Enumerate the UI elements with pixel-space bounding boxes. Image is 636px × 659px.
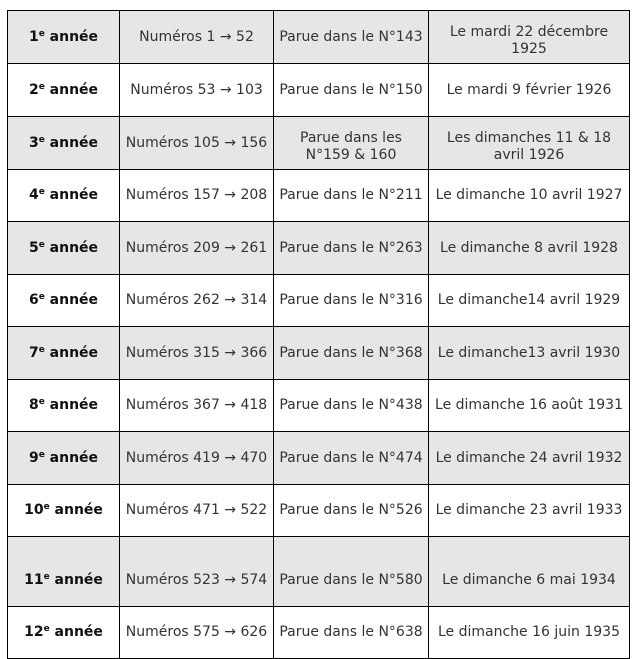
annee-cell: 9e année	[8, 432, 120, 485]
numeros-cell: Numéros 471 → 522	[120, 485, 274, 537]
numeros-cell: Numéros 53 → 103	[120, 64, 274, 117]
date-cell: Le dimanche13 avril 1930	[429, 327, 630, 380]
date-cell: Le dimanche 10 avril 1927	[429, 170, 630, 222]
table-row	[8, 11, 630, 64]
numeros-cell: Numéros 157 → 208	[120, 170, 274, 222]
parution-cell: Parue dans le N°438	[274, 380, 429, 432]
annees-table	[7, 10, 630, 659]
parution-cell: Parue dans le N°211	[274, 170, 429, 222]
table-row	[8, 275, 630, 327]
parution-cell: Parue dans le N°638	[274, 607, 429, 659]
parution-cell: Parue dans le N°263	[274, 222, 429, 275]
date-cell: Les dimanches 11 & 18 avril 1926	[429, 117, 630, 170]
numeros-cell: Numéros 575 → 626	[120, 607, 274, 659]
table-row	[8, 327, 630, 380]
date-cell: Le dimanche 16 juin 1935	[429, 607, 630, 659]
annee-cell: 10e année	[8, 485, 120, 537]
table-row	[8, 432, 630, 485]
parution-cell: Parue dans le N°580	[274, 537, 429, 607]
numeros-cell: Numéros 367 → 418	[120, 380, 274, 432]
parution-cell: Parue dans le N°316	[274, 275, 429, 327]
parution-cell: Parue dans le N°474	[274, 432, 429, 485]
numeros-cell: Numéros 315 → 366	[120, 327, 274, 380]
annee-cell: 5e année	[8, 222, 120, 275]
annee-cell: 6e année	[8, 275, 120, 327]
numeros-cell: Numéros 262 → 314	[120, 275, 274, 327]
date-cell: Le dimanche 8 avril 1928	[429, 222, 630, 275]
table-row	[8, 170, 630, 222]
date-cell: Le dimanche 6 mai 1934	[429, 537, 630, 607]
annee-cell: 12e année	[8, 607, 120, 659]
annee-cell: 4e année	[8, 170, 120, 222]
table-row	[8, 380, 630, 432]
table-row	[8, 607, 630, 659]
date-cell: Le dimanche 24 avril 1932	[429, 432, 630, 485]
annee-cell: 7e année	[8, 327, 120, 380]
parution-cell: Parue dans le N°526	[274, 485, 429, 537]
parution-cell: Parue dans les N°159 & 160	[274, 117, 429, 170]
table-row	[8, 117, 630, 170]
table-row	[8, 485, 630, 537]
table-row	[8, 537, 630, 607]
parution-cell: Parue dans le N°368	[274, 327, 429, 380]
numeros-cell: Numéros 419 → 470	[120, 432, 274, 485]
table-row	[8, 64, 630, 117]
date-cell: Le dimanche 23 avril 1933	[429, 485, 630, 537]
date-cell: Le dimanche 16 août 1931	[429, 380, 630, 432]
annee-cell: 3e année	[8, 117, 120, 170]
numeros-cell: Numéros 523 → 574	[120, 537, 274, 607]
date-cell: Le mardi 9 février 1926	[429, 64, 630, 117]
numeros-cell: Numéros 105 → 156	[120, 117, 274, 170]
numeros-cell: Numéros 1 → 52	[120, 11, 274, 64]
annee-cell: 8e année	[8, 380, 120, 432]
date-cell: Le mardi 22 décembre 1925	[429, 11, 630, 64]
annee-cell: 2e année	[8, 64, 120, 117]
parution-cell: Parue dans le N°143	[274, 11, 429, 64]
annee-cell: 11e année	[8, 537, 120, 607]
table-row	[8, 222, 630, 275]
date-cell: Le dimanche14 avril 1929	[429, 275, 630, 327]
parution-cell: Parue dans le N°150	[274, 64, 429, 117]
numeros-cell: Numéros 209 → 261	[120, 222, 274, 275]
annee-cell: 1e année	[8, 11, 120, 64]
